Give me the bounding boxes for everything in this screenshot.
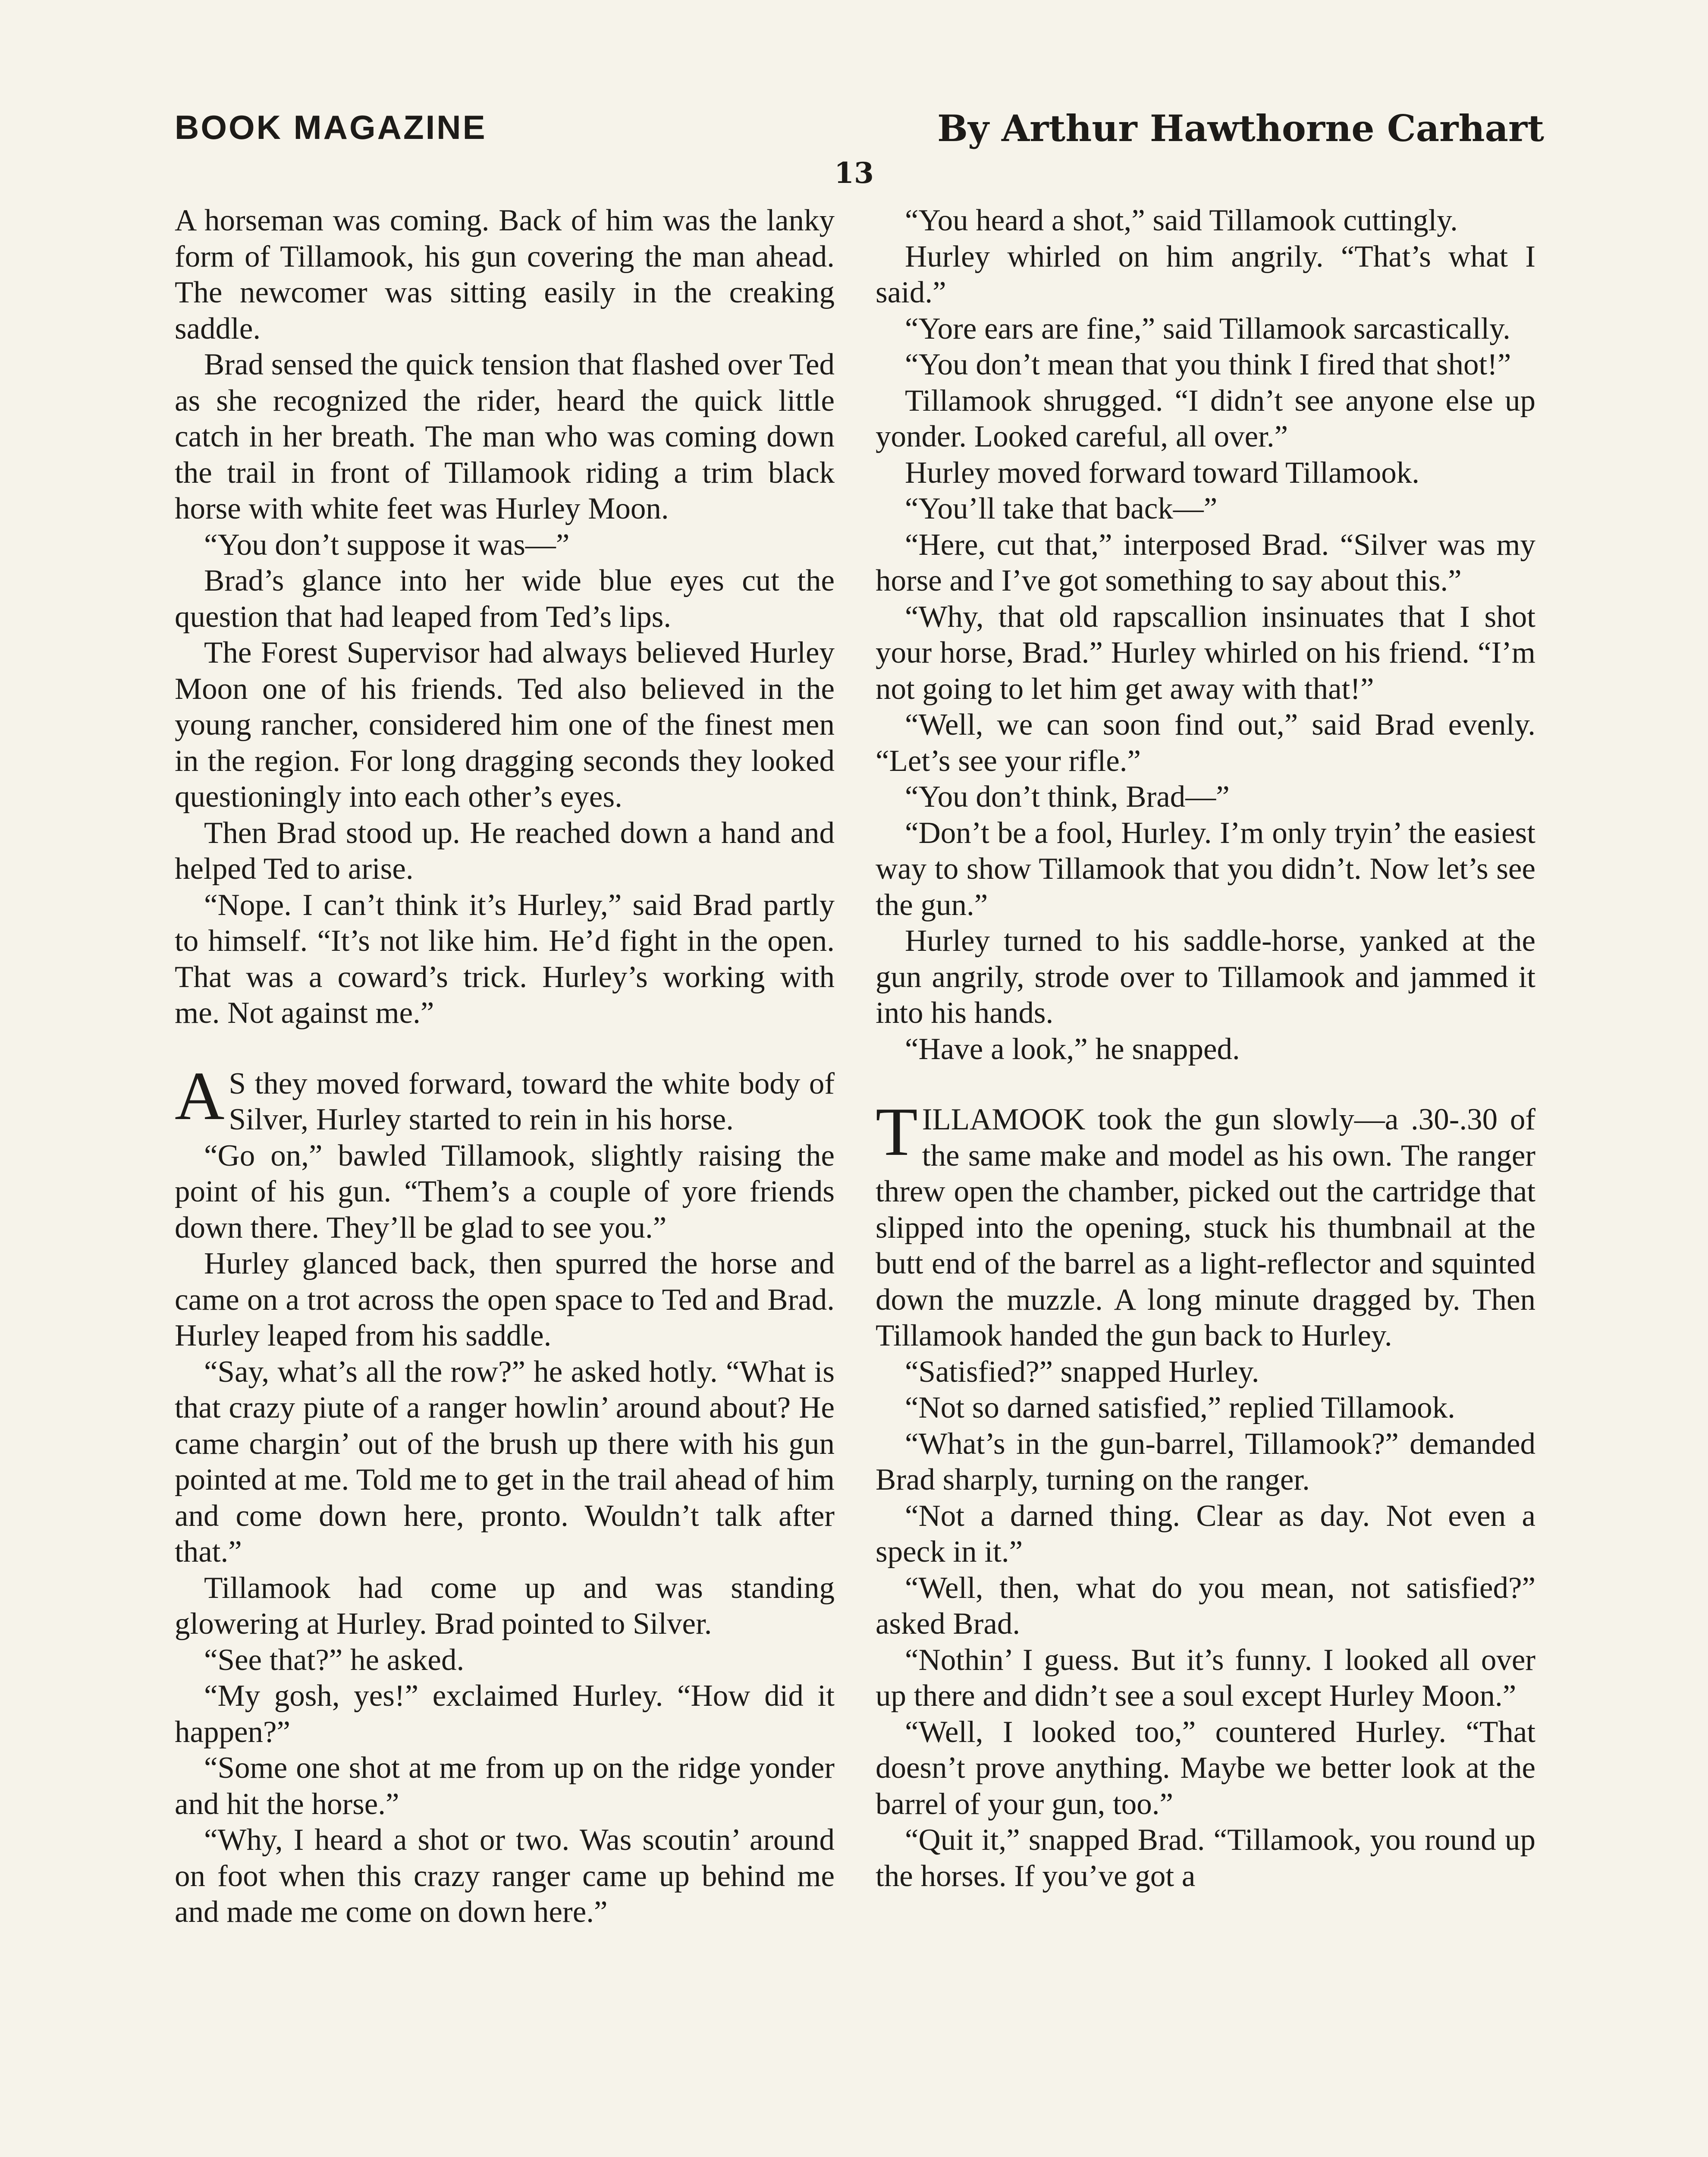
page-number: 13 xyxy=(834,156,874,190)
right-column xyxy=(876,203,1535,1894)
paragraph: “Some one shot at me from up on the ridge yonder and hit the horse.” xyxy=(175,1751,835,1821)
paragraph: “Nope. I can’t think it’s Hurley,” said Brad partly to himself. “It’s not like him. He’d fight in the open. That was a coward’s trick. Hurley’s working with me. Not against me.” xyxy=(175,888,835,1030)
paragraph: The Forest Supervisor had always believed Hurley Moon one of his friends. Ted also believed in the young rancher, considered him one of the finest men in the region. For long dragging seconds they looked questioningly into each other’s eyes. xyxy=(175,636,835,814)
paragraph: “See that?” he asked. xyxy=(204,1643,465,1677)
header-magazine-title: BOOK MAGAZINE xyxy=(175,108,487,146)
paragraph: “Yore ears are fine,” said Tillamook sarcastically. xyxy=(905,311,1510,346)
paragraph: “What’s in the gun-barrel, Tillamook?” demanded Brad sharply, turning on the ranger. xyxy=(876,1427,1535,1497)
paragraph: Hurley turned to his saddle-horse, yanked at the gun angrily, strode over to Tillamook and jammed it into his hands. xyxy=(876,924,1535,1030)
paragraph: “Have a look,” he snapped. xyxy=(905,1032,1240,1066)
paragraph: “You’ll take that back—” xyxy=(905,492,1218,525)
paragraph: “Well, I looked too,” countered Hurley. “That doesn’t prove anything. Maybe we better look at the barrel of your gun, too.” xyxy=(876,1715,1535,1821)
paragraph: “Nothin’ I guess. But it’s funny. I looked all over up there and didn’t see a soul except Hurley Moon.” xyxy=(876,1643,1535,1713)
paragraph: “You don’t suppose it was—” xyxy=(204,528,570,562)
paragraph: “Why, I heard a shot or two. Was scoutin’ around on foot when this crazy ranger came up behind me and made me come on down here.” xyxy=(175,1823,835,1929)
paragraph: A horseman was coming. Back of him was the lanky form of Tillamook, his gun covering the man ahead. The newcomer was sitting easily in the creaking saddle. xyxy=(175,204,835,346)
section-opening-paragraph xyxy=(876,1093,1535,1354)
paragraph: “Not so darned satisfied,” replied Tillamook. xyxy=(905,1391,1455,1424)
paragraph: “You don’t mean that you think I fired that shot!” xyxy=(905,348,1511,381)
paragraph: “Don’t be a fool, Hurley. I’m only tryin’ the easiest way to show Tillamook that you didn’t. Now let’s see the gun.” xyxy=(876,816,1535,922)
paragraph: Then Brad stood up. He reached down a hand and helped Ted to arise. xyxy=(175,816,835,886)
paragraph: “You heard a shot,” said Tillamook cuttingly. xyxy=(905,204,1458,237)
section-opening-text: ILLAMOOK took the gun slowly—a .30-.30 of the same make and model as his own. The ranger threw open the chamber, picked out the cartridge that slipped into the opening, stuck his thumbnail at the butt end of the barrel as a light-reflector and squinted down the muzzle. A long minute dragged by. Then Tillamook handed the gun back to Hurley. xyxy=(876,1103,1535,1352)
paragraph: “You don’t think, Brad—” xyxy=(905,780,1230,814)
paragraph: “Well, then, what do you mean, not satisfied?” asked Brad. xyxy=(876,1571,1535,1641)
paragraph: “Why, that old rapscallion insinuates that I shot your horse, Brad.” Hurley whirled on his friend. “I’m not going to let him get away with that!” xyxy=(876,600,1535,706)
paragraph: Brad’s glance into her wide blue eyes cut the question that had leaped from Ted’s lips. xyxy=(175,564,835,634)
paragraph: Tillamook shrugged. “I didn’t see anyone else up yonder. Looked careful, all over.” xyxy=(876,384,1535,453)
paragraph: “Say, what’s all the row?” he asked hotly. “What is that crazy piute of a ranger howlin’ around about? He came chargin’ out of the brush up there with his gun pointed at me. Told me to get in the trail ahead of him and come down here, pronto. Wouldn’t talk after that.” xyxy=(175,1355,835,1569)
paragraph: “Quit it,” snapped Brad. “Tillamook, you round up the horses. If you’ve got a xyxy=(876,1823,1535,1893)
section-opening-paragraph xyxy=(175,1057,835,1138)
left-column xyxy=(175,203,835,1931)
paragraph: “Satisfied?” snapped Hurley. xyxy=(905,1355,1259,1389)
paragraph: “Well, we can soon find out,” said Brad evenly. “Let’s see your rifle.” xyxy=(876,708,1535,778)
section-opening-text: S they moved forward, toward the white body of Silver, Hurley started to rein in his horse. xyxy=(229,1066,835,1136)
drop-cap: T xyxy=(876,1093,918,1170)
header-byline: By Arthur Hawthorne Carhart xyxy=(937,107,1544,150)
paragraph: “My gosh, yes!” exclaimed Hurley. “How did it happen?” xyxy=(175,1679,835,1749)
paragraph: “Go on,” bawled Tillamook, slightly raising the point of his gun. “Them’s a couple of yore friends down there. They’ll be glad to see you.” xyxy=(175,1138,835,1245)
paragraph: Hurley whirled on him angrily. “That’s what I said.” xyxy=(876,239,1535,309)
drop-cap: A xyxy=(175,1057,225,1134)
paragraph: Hurley glanced back, then spurred the horse and came on a trot across the open space to Ted and Brad. Hurley leaped from his saddle. xyxy=(175,1247,835,1352)
paragraph: Brad sensed the quick tension that flashed over Ted as she recognized the rider, heard the quick little catch in her breath. The man who was coming down the trail in front of Tillamook riding a trim black horse with white feet was Hurley Moon. xyxy=(175,348,835,525)
paragraph: Tillamook had come up and was standing glowering at Hurley. Brad pointed to Silver. xyxy=(175,1571,835,1641)
paragraph: “Not a darned thing. Clear as day. Not even a speck in it.” xyxy=(876,1499,1535,1569)
paragraph: Hurley moved forward toward Tillamook. xyxy=(905,456,1420,490)
paragraph: “Here, cut that,” interposed Brad. “Silver was my horse and I’ve got something to say about this.” xyxy=(876,528,1535,597)
